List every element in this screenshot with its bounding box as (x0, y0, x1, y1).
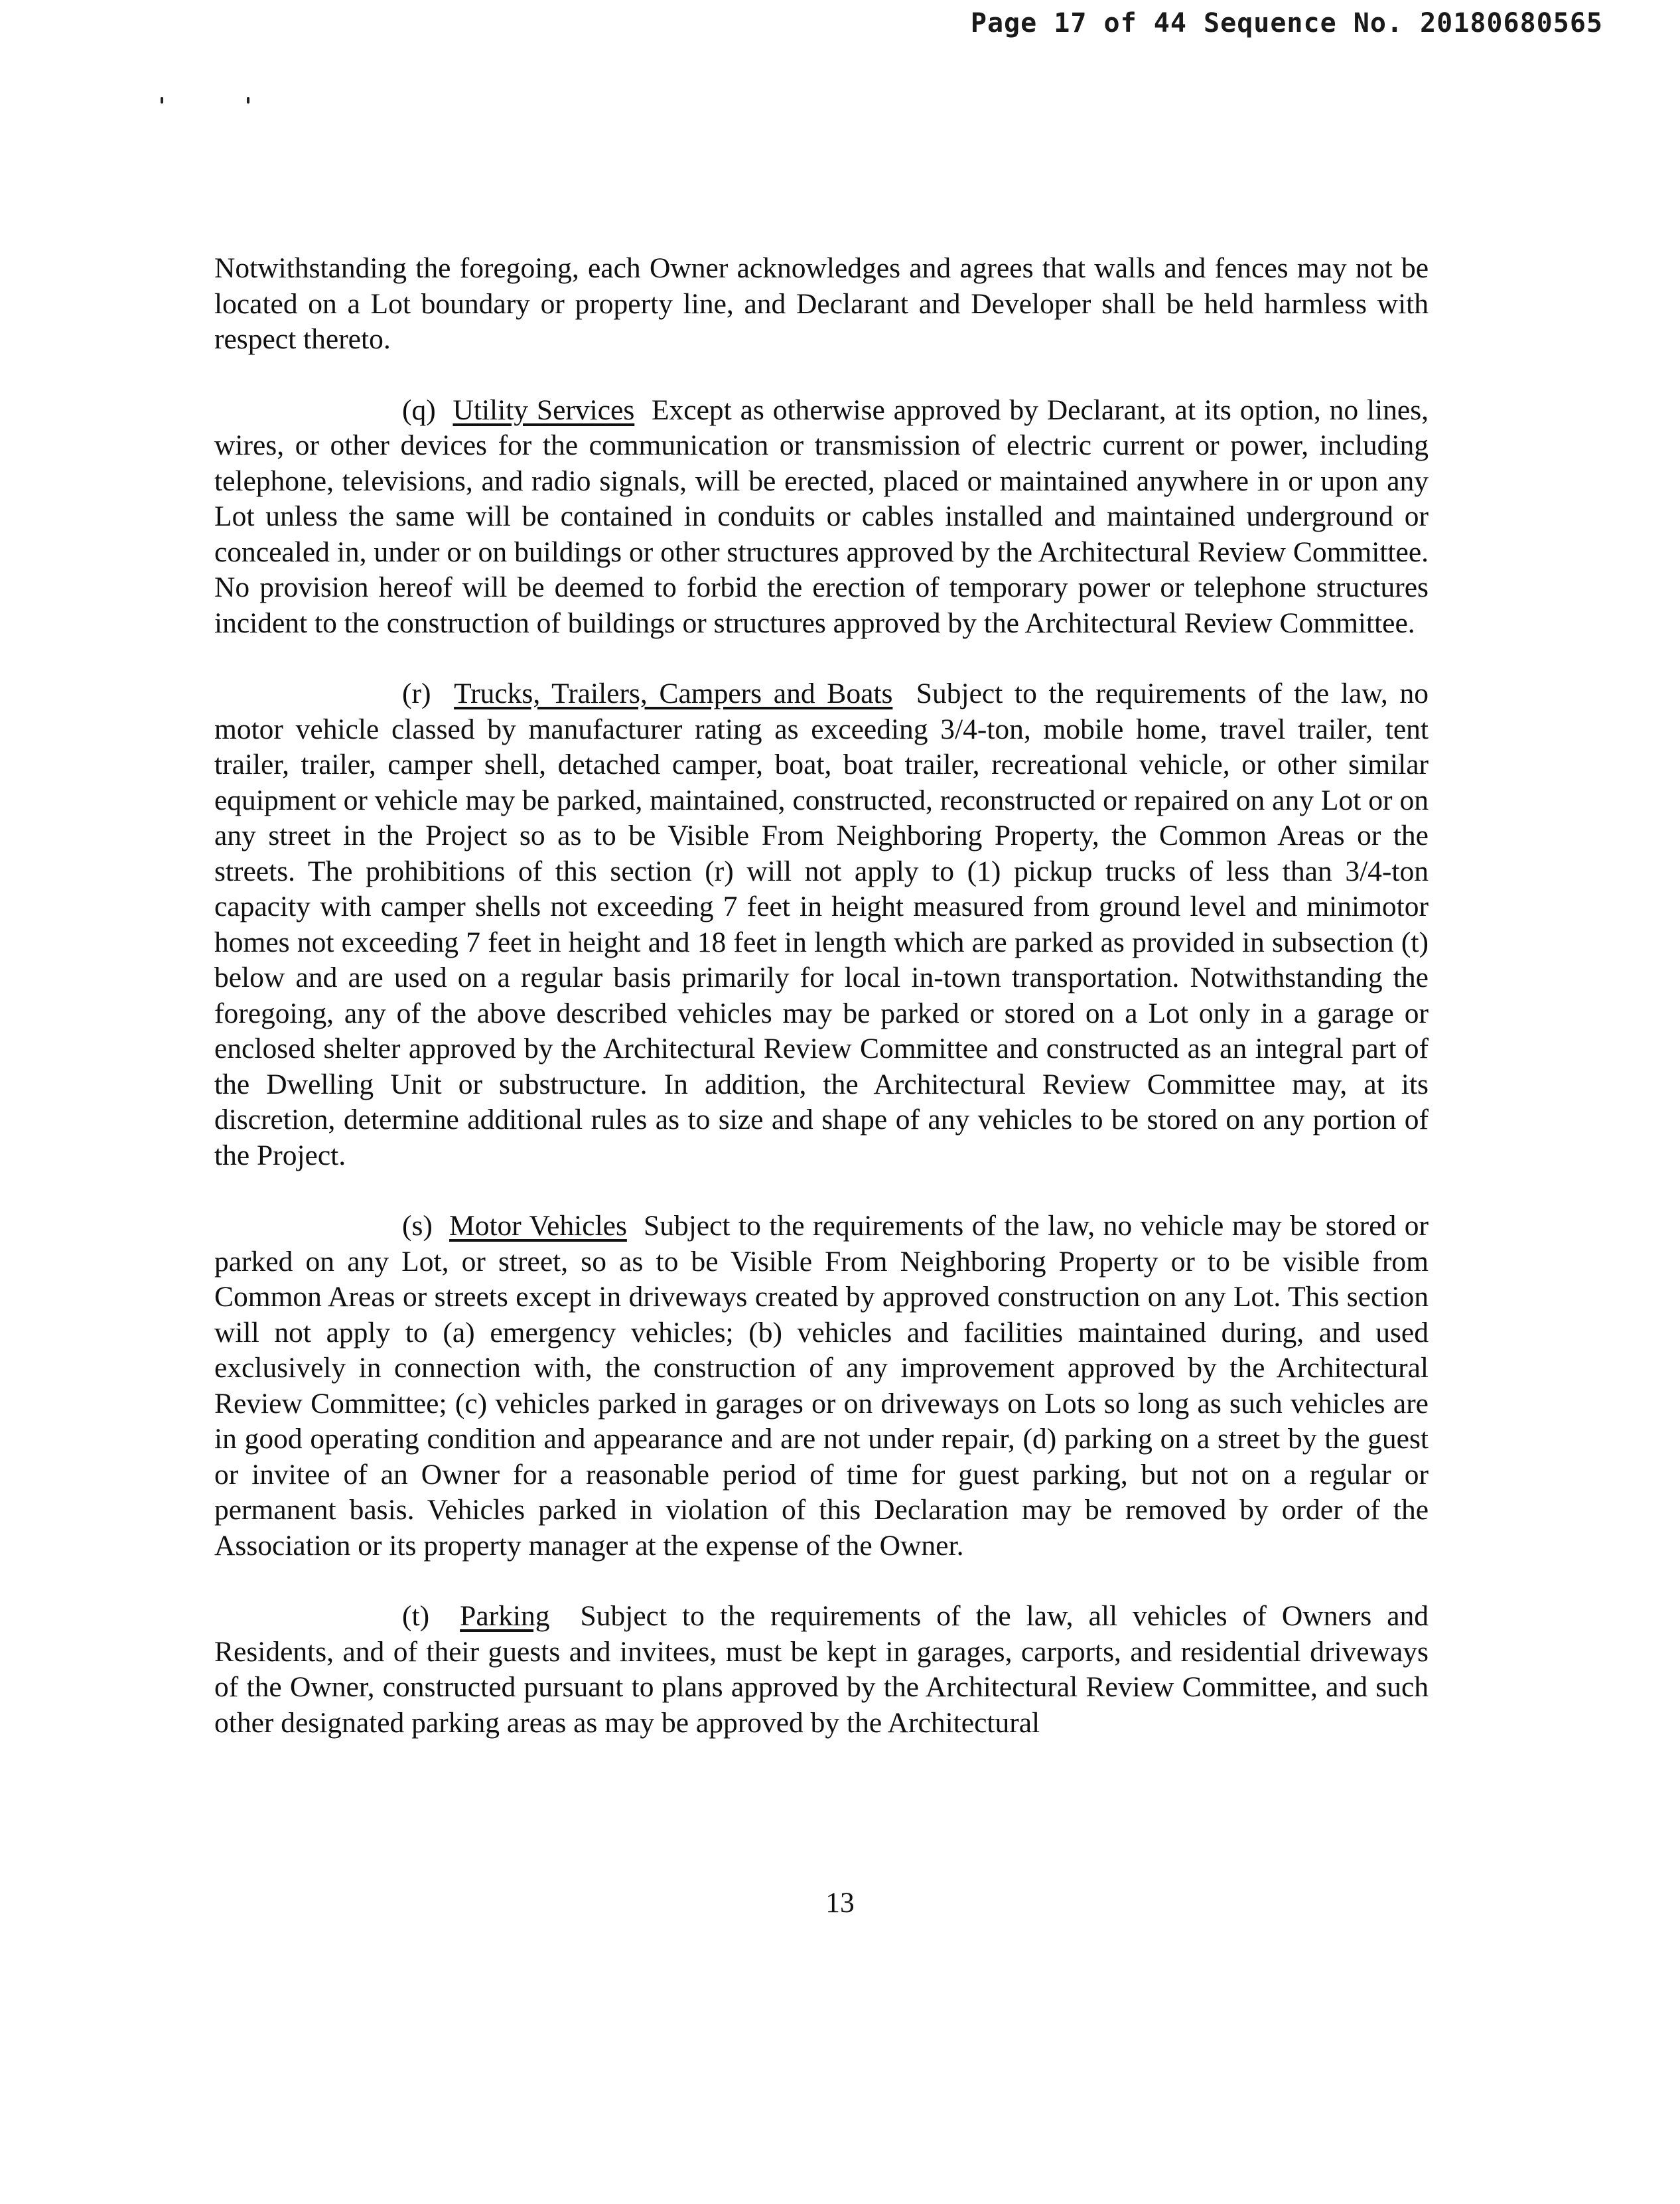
page-sequence-header: Page 17 of 44 Sequence No. 20180680565 (970, 8, 1603, 38)
section-r-label: (r) (402, 678, 431, 709)
section-t-heading: Parking (460, 1600, 550, 1632)
section-q-label: (q) (402, 394, 436, 426)
section-t-text: Subject to the requirements of the law, all vehicles of Owners and Residents, and of their guests and invitees, must be kept in garages, carports, and residential driveways of the Owner, constructed pursuant to plans approved by the Architectural Review Committee, and such other designated parking areas as may be approved by the Architectural (214, 1600, 1429, 1739)
section-q-text: Except as otherwise approved by Declarant, at its option, no lines, wires, or other devices for the communication or transmission of electric current or power, including telephone, televisions, and radio signals, will be erected, placed or maintained anywhere in or upon any Lot unless the same will be contained in conduits or cables installed and maintained underground or concealed in, under or on buildings or other structures approved by the Architectural Review Committee. No provision hereof will be deemed to forbid the erection of temporary power or telephone structures incident to the construction of buildings or structures approved by the Architectural Review Committee. (214, 394, 1429, 639)
document-body (214, 251, 1429, 1741)
section-r-heading: Trucks, Trailers, Campers and Boats (454, 678, 893, 709)
scan-mark-right (247, 97, 249, 104)
section-q (214, 393, 1429, 642)
page-number: 13 (825, 1887, 855, 1919)
scan-mark-left (161, 97, 163, 104)
intro-paragraph: Notwithstanding the foregoing, each Owner acknowledges and agrees that walls and fences may not be located on a Lot boundary or property line, and Declarant and Developer shall be held harmless with respect thereto. (214, 252, 1429, 355)
section-r (214, 676, 1429, 1173)
section-s-label: (s) (402, 1210, 433, 1242)
section-q-heading: Utility Services (453, 394, 635, 426)
section-s-text: Subject to the requirements of the law, no vehicle may be stored or parked on any Lot, or street, so as to be Visible From Neighboring Property or to be visible from Common Areas or streets except in driveways created by approved construction on any Lot. This section will not apply to (a) emergency vehicles; (b) vehicles and facilities maintained during, and used exclusively in connection with, the construction of any improvement approved by the Architectural Review Committee; (c) vehicles parked in garages or on driveways on Lots so long as such vehicles are in good operating condition and appearance and are not under repair, (d) parking on a street by the guest or invitee of an Owner for a reasonable period of time for guest parking, but not on a regular or permanent basis. Vehicles parked in violation of this Declaration may be removed by order of the Association or its property manager at the expense of the Owner. (214, 1210, 1429, 1562)
section-r-text: Subject to the requirements of the law, no motor vehicle classed by manufacturer rating as exceeding 3/4-ton, mobile home, travel trailer, tent trailer, trailer, camper shell, detached camper, boat, boat trailer, recreational vehicle, or other similar equipment or vehicle may be parked, maintained, constructed, reconstructed or repaired on any Lot or on any street in the Project so as to be Visible From Neighboring Property, the Common Areas or the streets. The prohibitions of this section (r) will not apply to (1) pickup trucks of less than 3/4-ton capacity with camper shells not exceeding 7 feet in height measured from ground level and minimotor homes not exceeding 7 feet in height and 18 feet in length which are parked as provided in subsection (t) below and are used on a regular basis primarily for local in-town transportation. Notwithstanding the foregoing, any of the above described vehicles may be parked or stored on a Lot only in a garage or enclosed shelter approved by the Architectural Review Committee and constructed as an integral part of the Dwelling Unit or substructure. In addition, the Architectural Review Committee may, at its discretion, determine additional rules as to size and shape of any vehicles to be stored on any portion of the Project. (214, 678, 1429, 1171)
section-s-heading: Motor Vehicles (449, 1210, 627, 1242)
section-t-label: (t) (402, 1600, 430, 1632)
section-s (214, 1209, 1429, 1564)
section-t (214, 1599, 1429, 1741)
